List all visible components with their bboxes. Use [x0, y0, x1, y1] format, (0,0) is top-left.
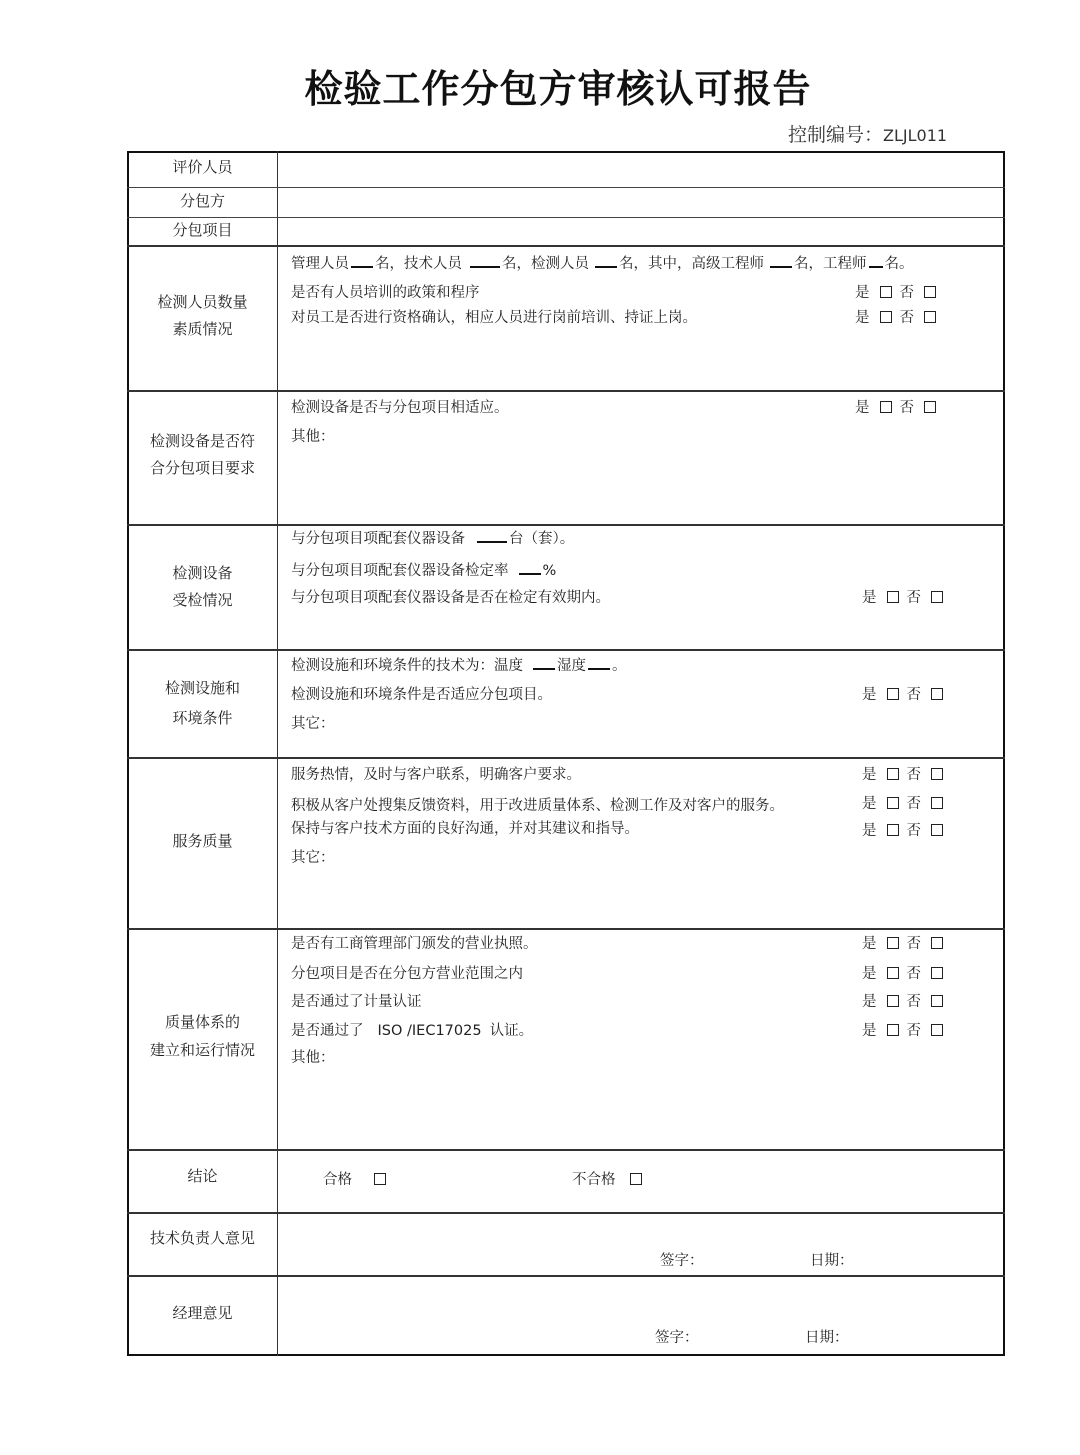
yes-checkbox[interactable] — [887, 995, 899, 1007]
evaluator-label: 评价人员 — [172, 158, 233, 176]
no-checkbox[interactable] — [931, 967, 943, 979]
tech-date-label: 日期： — [810, 1253, 854, 1269]
control-number — [788, 120, 947, 147]
yes-checkbox[interactable] — [880, 401, 892, 413]
no-checkbox[interactable] — [931, 797, 943, 809]
no-checkbox[interactable] — [924, 286, 936, 298]
facility-suitability-question: 检测设施和环境条件是否适应分包项目。 — [291, 687, 552, 703]
yes-checkbox[interactable] — [887, 824, 899, 836]
yes-no-choice: 是 否 — [862, 990, 951, 1011]
blank-field[interactable] — [519, 559, 541, 575]
yes-no-choice: 是 否 — [862, 792, 951, 813]
yes-checkbox[interactable] — [887, 688, 899, 700]
row-divider — [127, 245, 1005, 247]
column-divider — [277, 151, 278, 1356]
blank-field[interactable] — [470, 252, 500, 268]
row-divider — [127, 649, 1005, 651]
conclusion-label: 结论 — [187, 1167, 218, 1185]
business-license-question: 是否有工商管理部门颁发的营业执照。 — [291, 936, 538, 952]
equipment-fit-question: 检测设备是否与分包项目相适应。 — [291, 400, 509, 416]
yes-no-choice: 是 否 — [855, 306, 944, 327]
manager-signature-label: 签字： — [655, 1330, 699, 1346]
yes-no-choice: 是 否 — [855, 281, 944, 302]
calibration-rate: 与分包项目项配套仪器设备检定率 % — [291, 559, 556, 580]
qualification-question: 对员工是否进行资格确认，相应人员进行岗前培训、持证上岗。 — [291, 310, 697, 326]
service-question: 积极从客户处搜集反馈资料，用于改进质量体系、检测工作及对客户的服务。 — [291, 798, 784, 814]
no-checkbox[interactable] — [931, 824, 943, 836]
yes-checkbox[interactable] — [887, 768, 899, 780]
manager-opinion-label: 经理意见 — [172, 1304, 233, 1322]
blank-field[interactable] — [477, 527, 507, 543]
environment-conditions: 检测设施和环境条件的技术为：温度 湿度 。 — [291, 654, 627, 675]
yes-no-choice: 是 否 — [862, 586, 951, 607]
row-divider — [127, 390, 1005, 392]
control-number-code: ZLJL011 — [883, 126, 948, 145]
quality-other: 其他： — [291, 1050, 335, 1066]
training-policy-question: 是否有人员培训的政策和程序 — [291, 285, 480, 301]
no-checkbox[interactable] — [931, 768, 943, 780]
yes-checkbox[interactable] — [887, 591, 899, 603]
quality-label: 质量体系的 建立和运行情况 — [149, 1013, 255, 1059]
row-divider — [127, 928, 1005, 930]
equipment-fit-other: 其他： — [291, 429, 335, 445]
pass-checkbox[interactable] — [374, 1173, 386, 1185]
yes-no-choice: 是 否 — [862, 819, 951, 840]
service-question: 服务热情，及时与客户联系，明确客户要求。 — [291, 767, 581, 783]
row-divider — [127, 1149, 1005, 1151]
control-number-label: 控制编号： — [788, 124, 884, 146]
personnel-label: 检测人员数量 素质情况 — [157, 293, 248, 338]
no-checkbox[interactable] — [931, 591, 943, 603]
no-checkbox[interactable] — [931, 1024, 943, 1036]
equipment-check-label: 检测设备 受检情况 — [172, 564, 233, 609]
no-checkbox[interactable] — [931, 995, 943, 1007]
calibration-validity-question: 与分包项目项配套仪器设备是否在检定有效期内。 — [291, 590, 610, 606]
fail-checkbox[interactable] — [630, 1173, 642, 1185]
facility-label: 检测设施和 环境条件 — [164, 679, 240, 727]
facility-other: 其它： — [291, 716, 335, 732]
yes-no-choice: 是 否 — [862, 683, 951, 704]
yes-no-choice: 是 否 — [862, 1019, 951, 1040]
metrology-certification-question: 是否通过了计量认证 — [291, 994, 422, 1010]
page-title: 检验工作分包方审核认可报告 — [304, 67, 812, 111]
pass-option: 合格 — [323, 1168, 394, 1189]
yes-checkbox[interactable] — [887, 1024, 899, 1036]
project-label: 分包项目 — [172, 221, 233, 239]
manager-date-label: 日期： — [805, 1330, 849, 1346]
yes-no-choice: 是 否 — [862, 962, 951, 983]
tech-opinion-label: 技术负责人意见 — [149, 1229, 255, 1247]
blank-field[interactable] — [588, 654, 610, 670]
blank-field[interactable] — [770, 252, 792, 268]
subcontractor-label: 分包方 — [179, 192, 225, 210]
row-divider — [127, 757, 1005, 759]
yes-no-choice: 是 否 — [855, 396, 944, 417]
yes-no-choice: 是 否 — [862, 763, 951, 784]
personnel-counts: 管理人员 名，技术人员 名，检测人员 名，其中，高级工程师 名，工程师 名。 — [291, 252, 914, 273]
no-checkbox[interactable] — [924, 401, 936, 413]
fail-option: 不合格 — [572, 1168, 650, 1189]
yes-checkbox[interactable] — [887, 937, 899, 949]
row-divider — [127, 1275, 1005, 1277]
no-checkbox[interactable] — [924, 311, 936, 323]
iso-certification-question: 是否通过了 ISO /IEC17025 认证。 — [291, 1023, 534, 1039]
business-scope-question: 分包项目是否在分包方营业范围之内 — [291, 966, 523, 982]
no-checkbox[interactable] — [931, 688, 943, 700]
yes-checkbox[interactable] — [887, 797, 899, 809]
row-divider — [127, 1212, 1005, 1214]
yes-checkbox[interactable] — [880, 286, 892, 298]
no-checkbox[interactable] — [931, 937, 943, 949]
yes-checkbox[interactable] — [880, 311, 892, 323]
row-divider — [127, 524, 1005, 526]
blank-field[interactable] — [533, 654, 555, 670]
service-other: 其它： — [291, 850, 335, 866]
blank-field[interactable] — [595, 252, 617, 268]
blank-field[interactable] — [351, 252, 373, 268]
equipment-count: 与分包项目项配套仪器设备 台（套）。 — [291, 527, 574, 548]
equipment-fit-label: 检测设备是否符 合分包项目要求 — [149, 432, 255, 477]
yes-no-choice: 是 否 — [862, 932, 951, 953]
blank-field[interactable] — [869, 252, 883, 268]
yes-checkbox[interactable] — [887, 967, 899, 979]
service-label: 服务质量 — [172, 832, 233, 850]
tech-signature-label: 签字： — [660, 1253, 704, 1269]
service-question: 保持与客户技术方面的良好沟通，并对其建议和指导。 — [291, 821, 639, 837]
